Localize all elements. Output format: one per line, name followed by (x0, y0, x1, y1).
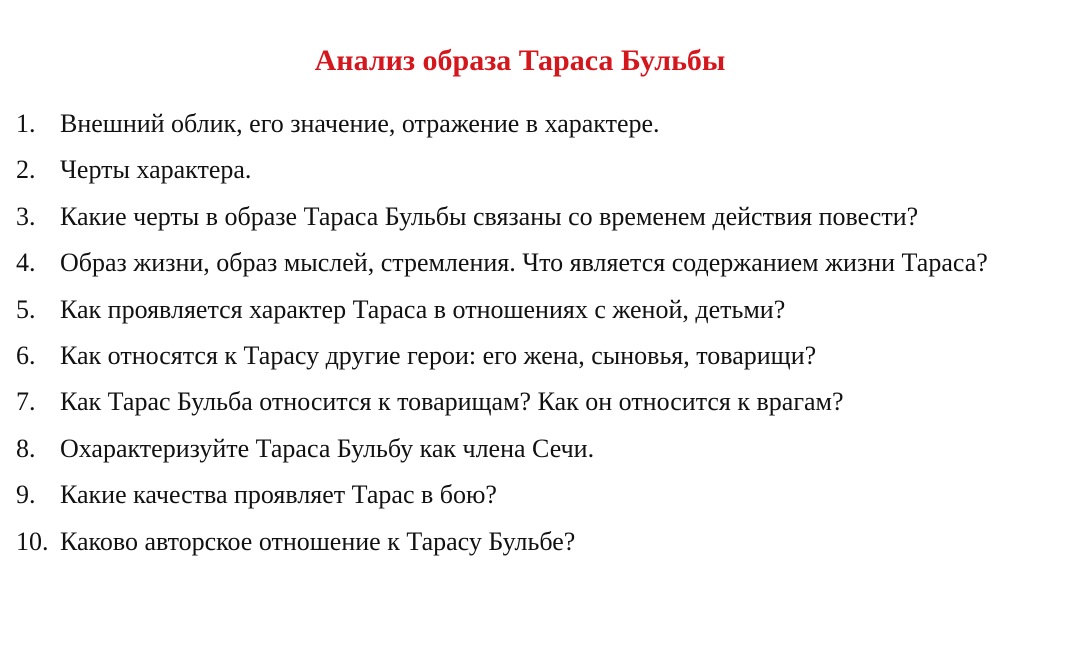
list-item (16, 104, 988, 150)
list-item (16, 336, 988, 382)
list-item (16, 382, 988, 428)
list-item-text: Как проявляется характер Тараса в отношениях с женой, детьми? (60, 294, 786, 324)
list-item (16, 243, 988, 289)
list-item-number: 10. (16, 526, 49, 556)
list-item-number: 2. (16, 155, 36, 185)
list-item-text: Какие качества проявляет Тарас в бою? (60, 480, 497, 510)
list-item-number: 4. (16, 248, 36, 278)
list-item-number: 6. (16, 340, 36, 370)
list-item (16, 522, 988, 568)
list-item-text: Каково авторское отношение к Тарасу Бульбе? (60, 526, 576, 556)
list-item-number: 7. (16, 387, 36, 417)
list-item-number: 9. (16, 480, 36, 510)
list-item-number: 8. (16, 433, 36, 463)
list-item (16, 429, 988, 475)
list-item-text: Внешний облик, его значение, отражение в характере. (60, 109, 660, 138)
list-item-text: Как Тарас Бульба относится к товарищам? Как он относится к врагам? (60, 387, 844, 417)
list-item-number: 1. (16, 109, 36, 138)
list-item-number: 3. (16, 201, 36, 231)
question-list (16, 104, 988, 568)
list-item-text: Как относятся к Тарасу другие герои: его жена, сыновья, товарищи? (60, 340, 817, 370)
list-item (16, 290, 988, 336)
list-item (16, 197, 988, 243)
page-title: Анализ образа Тараса Бульбы (314, 44, 726, 77)
list-item-text: Образ жизни, образ мыслей, стремления. Что является содержанием жизни Тараса? (60, 248, 988, 278)
list-item-text: Охарактеризуйте Тараса Бульбу как члена Сечи. (60, 433, 595, 463)
list-item (16, 150, 988, 196)
list-item-text: Какие черты в образе Тараса Бульбы связаны со временем действия повести? (60, 201, 919, 231)
list-item-number: 5. (16, 294, 36, 324)
list-item (16, 475, 988, 521)
list-item-text: Черты характера. (60, 155, 252, 185)
